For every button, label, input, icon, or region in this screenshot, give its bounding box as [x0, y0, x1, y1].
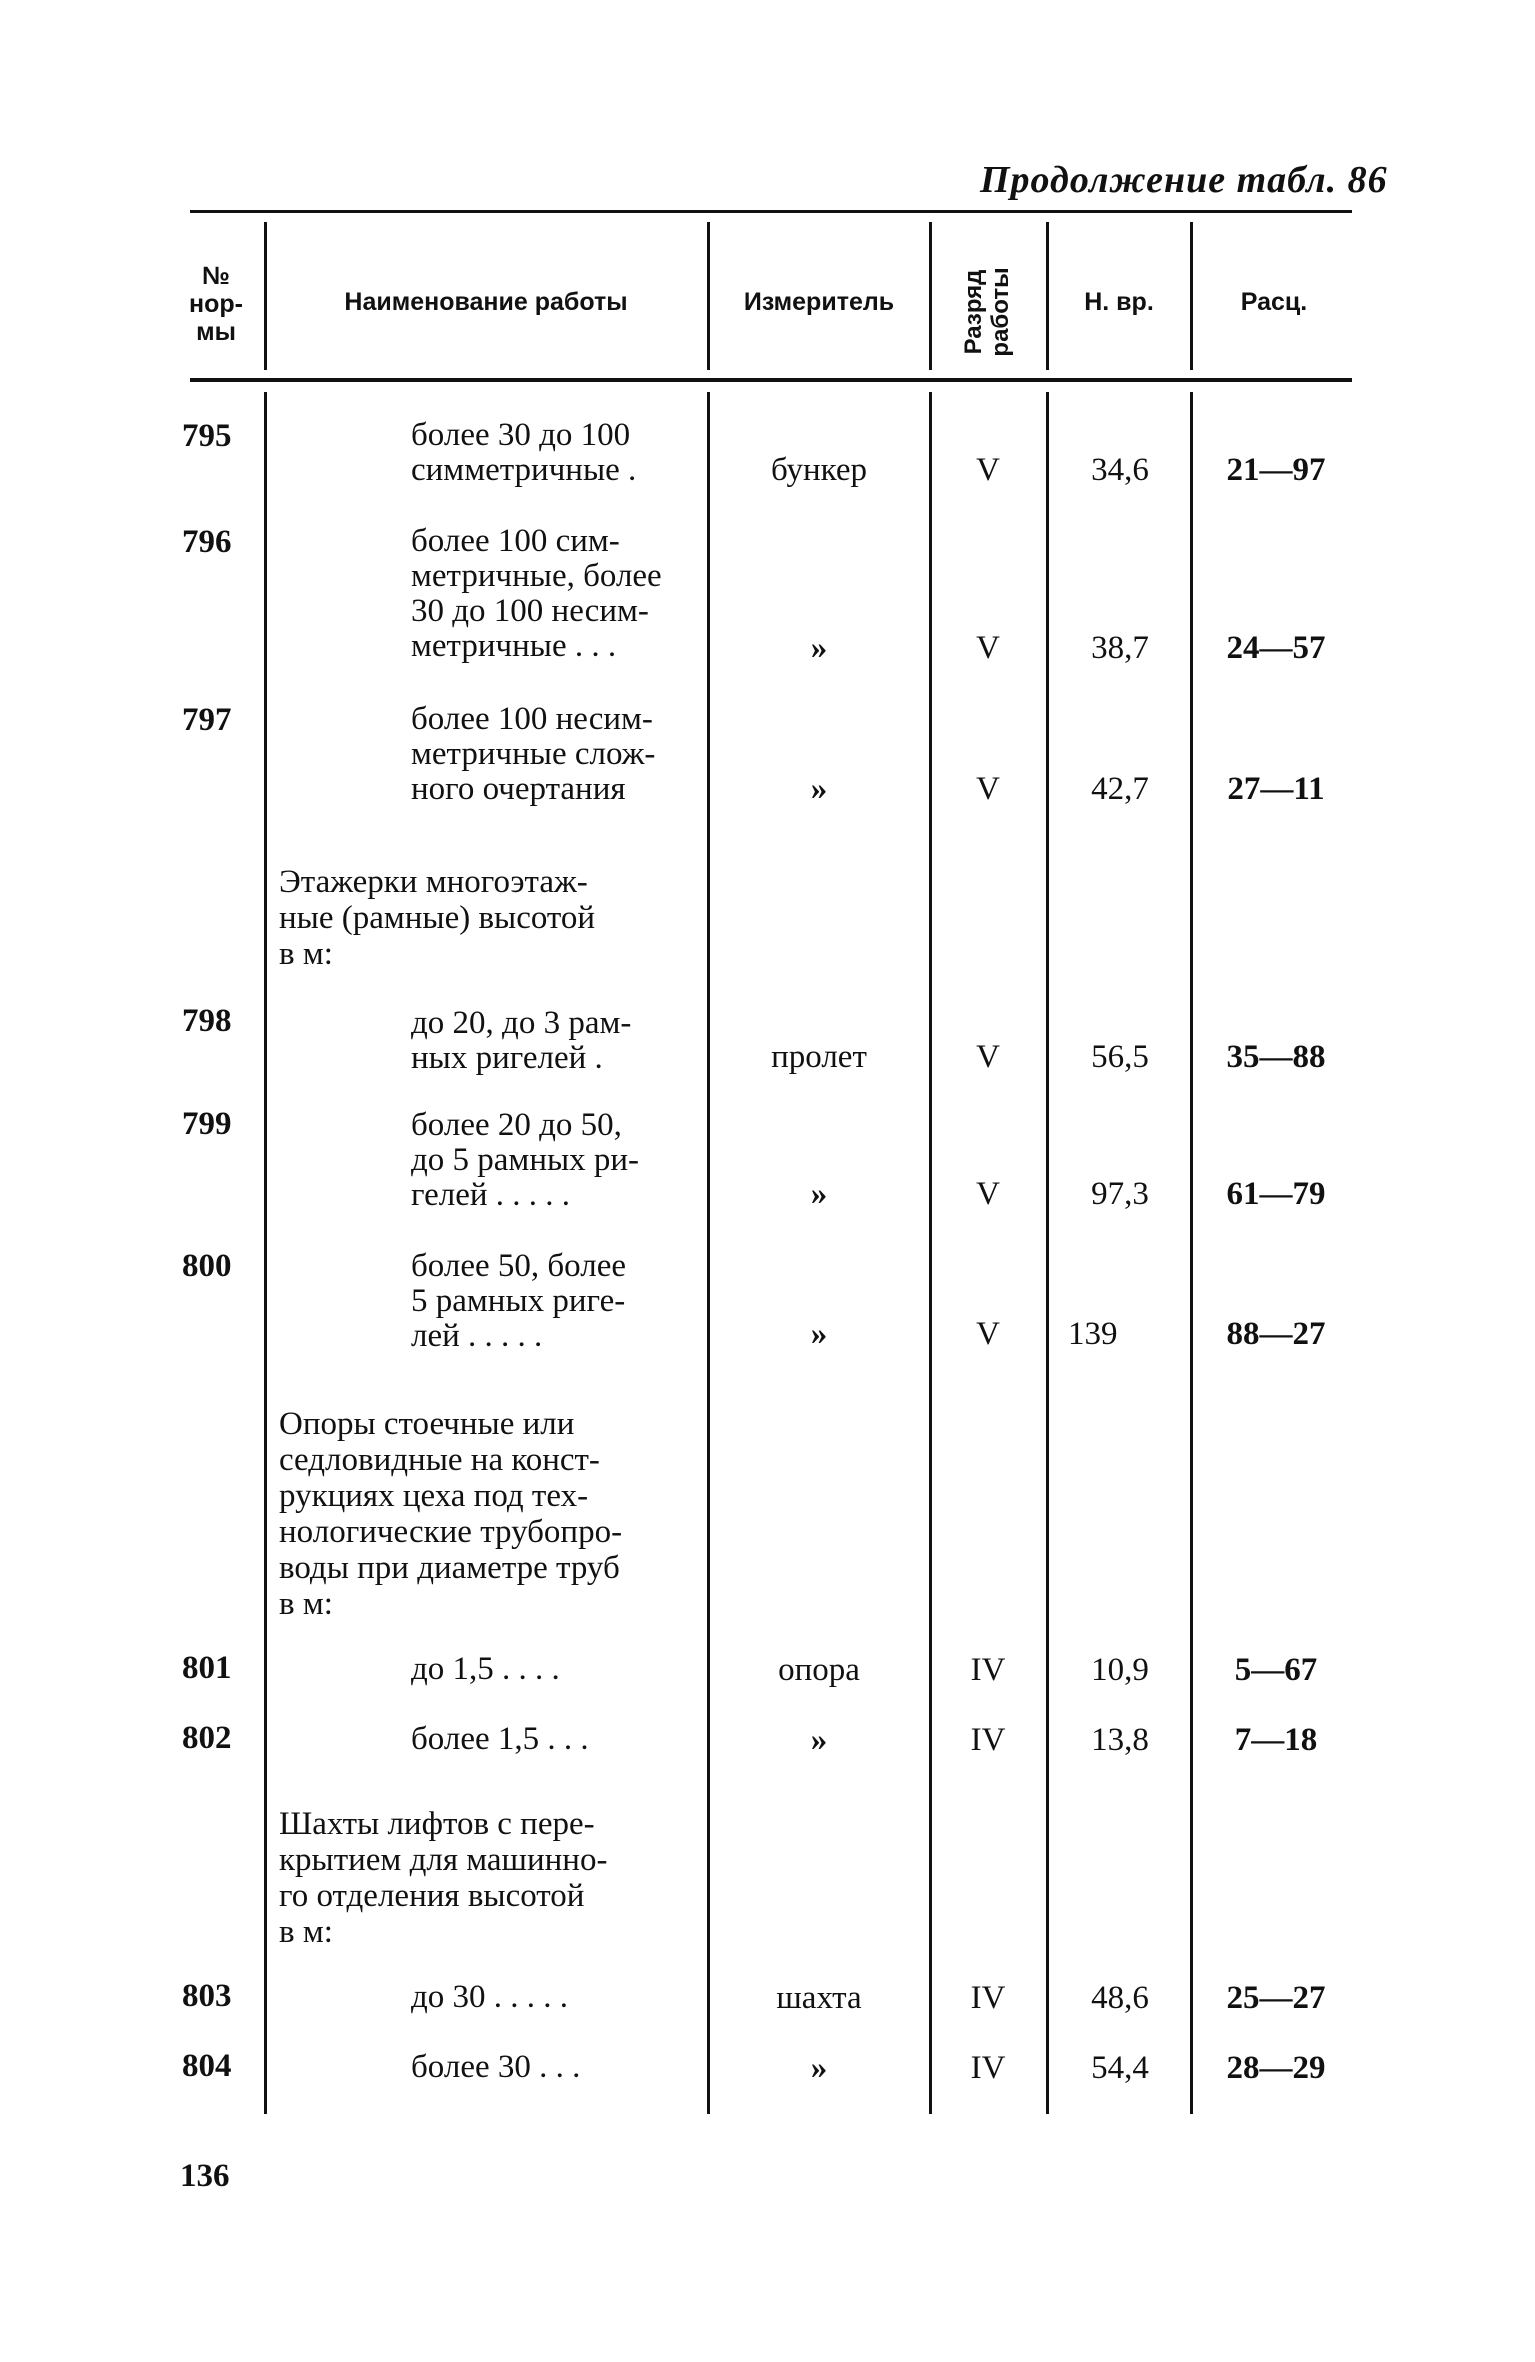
- rate-cell: 27—11: [1227, 771, 1325, 807]
- time-norm-cell: 54,4: [1091, 2050, 1149, 2086]
- rate-cell: 61—79: [1226, 1176, 1326, 1212]
- work-description: более 50, более 5 рамных риге- лей . . . . .: [411, 1248, 626, 1354]
- rate-cell: 35—88: [1226, 1039, 1326, 1075]
- page-number: 136: [180, 2158, 230, 2194]
- time-norm-cell: 139: [1068, 1316, 1118, 1352]
- rate-cell: 28—29: [1226, 2050, 1326, 2086]
- header-divider: [707, 222, 710, 370]
- time-norm-cell: 38,7: [1091, 630, 1149, 666]
- norm-number: 799: [182, 1106, 232, 1142]
- body-divider: [707, 392, 710, 2114]
- work-description: более 100 сим- метричные, более 30 до 100 несим- метричные . . .: [411, 523, 662, 664]
- norm-number: 795: [182, 418, 232, 454]
- unit-cell: »: [810, 771, 828, 807]
- header-grade: Разряд работы: [960, 267, 1014, 357]
- table-caption: Продолжение табл. 86: [980, 159, 1388, 201]
- work-description: более 1,5 . . .: [411, 1721, 589, 1757]
- norm-number: 801: [182, 1650, 232, 1686]
- unit-cell: »: [810, 2050, 828, 2086]
- rate-cell: 21—97: [1226, 452, 1326, 488]
- header-divider: [264, 222, 267, 370]
- header-rate: Расц.: [1240, 288, 1308, 316]
- grade-cell: IV: [970, 1652, 1006, 1688]
- work-description: до 30 . . . . .: [411, 1979, 569, 2015]
- grade-cell: IV: [970, 1722, 1006, 1758]
- work-description: до 1,5 . . . .: [411, 1651, 560, 1687]
- header-time-norm: Н. вр.: [1084, 288, 1154, 316]
- work-description: более 30 . . .: [411, 2049, 581, 2085]
- rate-cell: 24—57: [1226, 630, 1326, 666]
- group-heading: Шахты лифтов с пере- крытием для машинно- го отделения высотой в м:: [279, 1806, 608, 1950]
- header-divider: [1046, 222, 1049, 370]
- grade-cell: V: [976, 630, 1000, 666]
- time-norm-cell: 10,9: [1091, 1652, 1149, 1688]
- header-divider: [1190, 222, 1193, 370]
- rate-cell: 7—18: [1234, 1722, 1318, 1758]
- group-heading: Этажерки многоэтаж- ные (рамные) высотой в м:: [279, 864, 596, 972]
- header-norm-number: № нор- мы: [189, 262, 243, 346]
- time-norm-cell: 48,6: [1091, 1980, 1149, 2016]
- header-work-name: Наименование работы: [344, 288, 628, 316]
- header-unit: Измеритель: [743, 288, 895, 316]
- grade-cell: V: [976, 452, 1000, 488]
- work-description: более 100 несим- метричные слож- ного очертания: [411, 701, 656, 807]
- group-heading: Опоры стоечные или седловидные на конст- рукциях цеха под тех- нологические трубопро- воды при диаметре труб в м:: [279, 1406, 623, 1622]
- rate-cell: 25—27: [1226, 1980, 1326, 2016]
- time-norm-cell: 34,6: [1091, 452, 1149, 488]
- norm-number: 803: [182, 1978, 232, 2014]
- norm-number: 802: [182, 1720, 232, 1756]
- work-description: до 20, до 3 рам- ных ригелей .: [411, 1005, 632, 1076]
- grade-cell: V: [976, 1039, 1000, 1075]
- unit-cell: »: [810, 1722, 828, 1758]
- grade-cell: IV: [970, 1980, 1006, 2016]
- norm-number: 797: [182, 702, 232, 738]
- unit-cell: пролет: [771, 1039, 867, 1075]
- unit-cell: »: [810, 1176, 828, 1212]
- time-norm-cell: 56,5: [1091, 1039, 1149, 1075]
- grade-cell: V: [976, 1176, 1000, 1212]
- body-divider: [1190, 392, 1193, 2114]
- header-top-rule: [190, 210, 1352, 213]
- grade-cell: V: [976, 1316, 1000, 1352]
- header-bottom-rule: [190, 378, 1352, 382]
- unit-cell: шахта: [776, 1980, 862, 2016]
- header-divider: [929, 222, 932, 370]
- norm-number: 804: [182, 2048, 232, 2084]
- unit-cell: »: [810, 1316, 828, 1352]
- unit-cell: бункер: [770, 452, 868, 488]
- grade-cell: IV: [970, 2050, 1006, 2086]
- unit-cell: »: [810, 630, 828, 666]
- body-divider: [264, 392, 267, 2114]
- time-norm-cell: 42,7: [1091, 771, 1149, 807]
- grade-cell: V: [976, 771, 1000, 807]
- norm-number: 800: [182, 1248, 232, 1284]
- body-divider: [1046, 392, 1049, 2114]
- norm-number: 796: [182, 524, 232, 560]
- work-description: более 30 до 100 симметричные .: [411, 417, 637, 488]
- rate-cell: 88—27: [1226, 1316, 1326, 1352]
- unit-cell: опора: [778, 1652, 860, 1688]
- norm-number: 798: [182, 1003, 232, 1039]
- time-norm-cell: 13,8: [1091, 1722, 1149, 1758]
- time-norm-cell: 97,3: [1091, 1176, 1149, 1212]
- rate-cell: 5—67: [1234, 1652, 1318, 1688]
- body-divider: [929, 392, 932, 2114]
- work-description: более 20 до 50, до 5 рамных ри- гелей . . . . .: [411, 1107, 640, 1213]
